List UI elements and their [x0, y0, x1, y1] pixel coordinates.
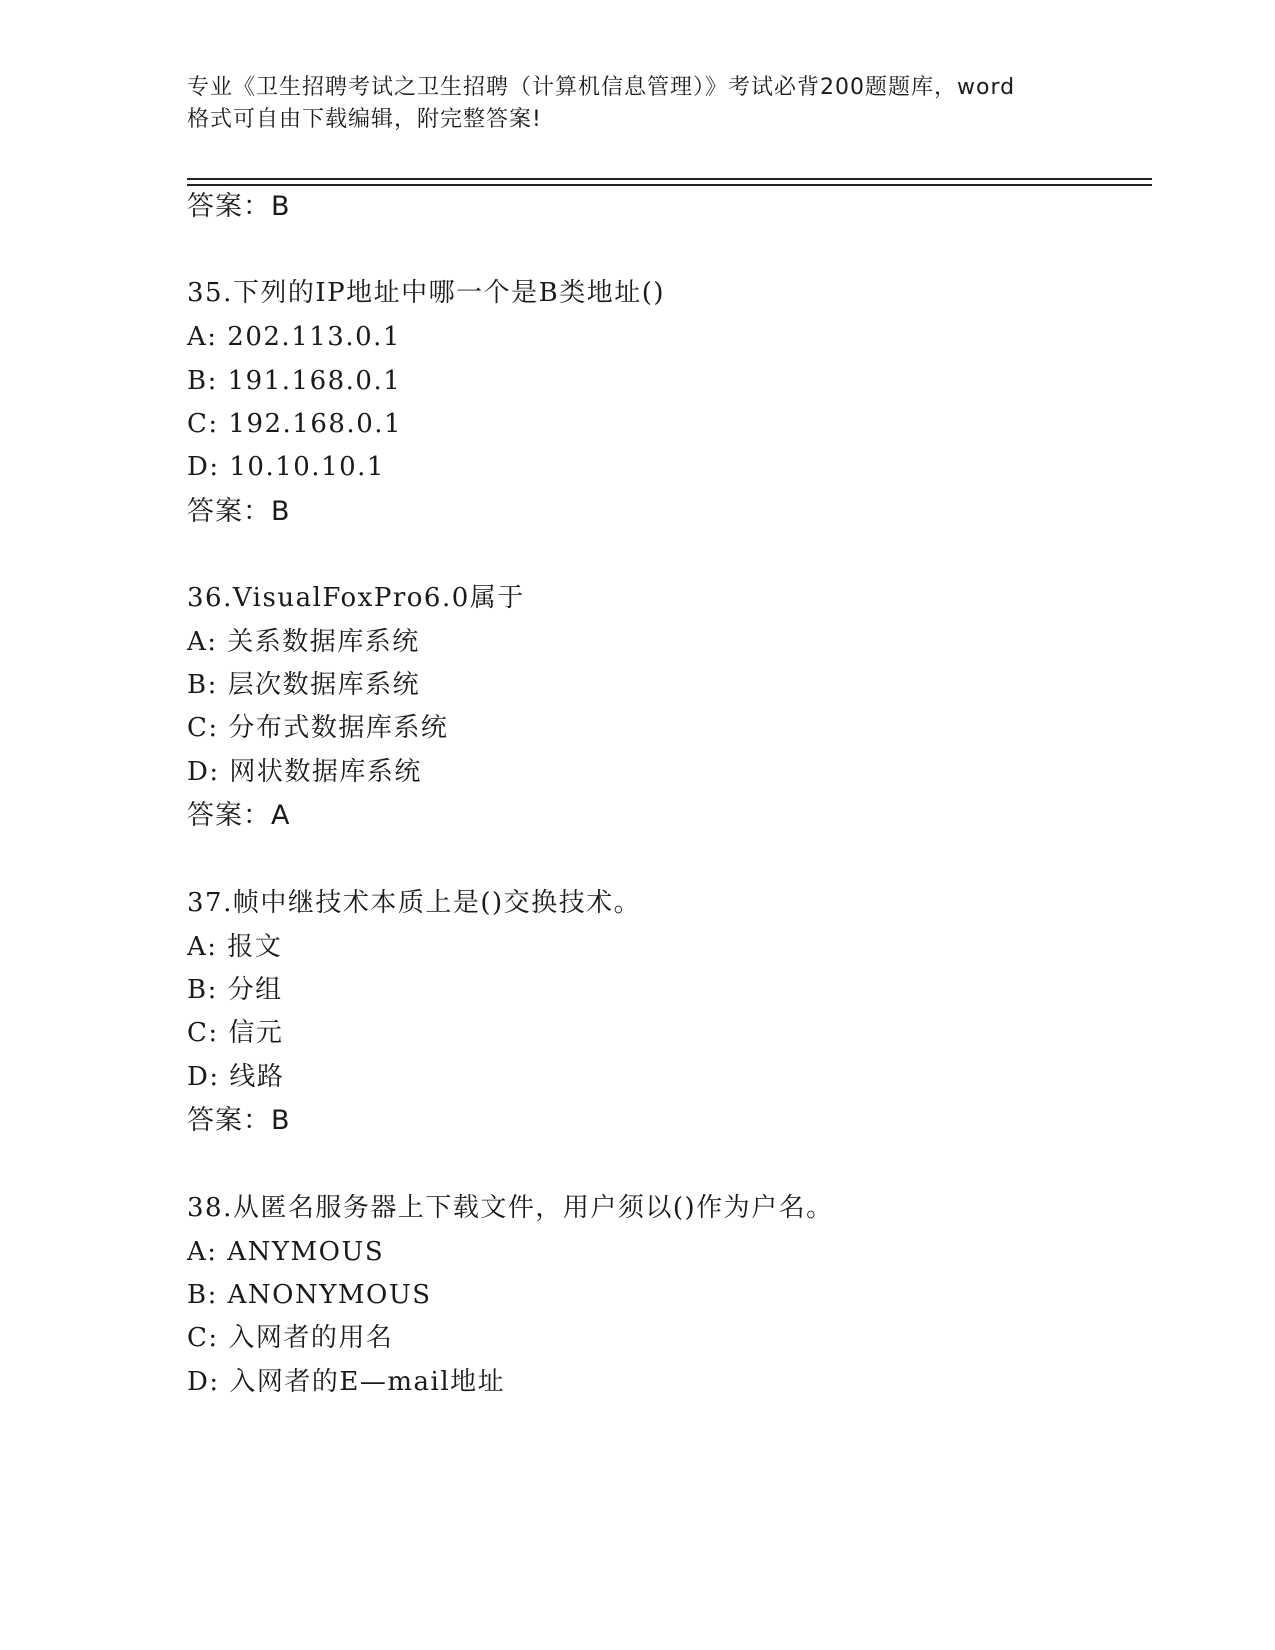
question-37-option-c: C: 信元 [187, 1018, 284, 1048]
question-35-option-a: A: 202.113.0.1 [187, 322, 401, 352]
question-38-option-a: A: ANYMOUS [187, 1237, 385, 1267]
question-35-option-c: C: 192.168.0.1 [187, 409, 403, 439]
question-37-option-d: D: 线路 [187, 1062, 285, 1092]
question-37-answer: 答案：B [187, 1105, 291, 1136]
previous-answer: 答案：B [187, 191, 291, 222]
header-line-1: 专业《卫生招聘考试之卫生招聘（计算机信息管理）》考试必背200题题库，word [187, 75, 1016, 100]
question-35-option-b: B: 191.168.0.1 [187, 366, 402, 396]
question-36-option-a: A: 关系数据库系统 [187, 627, 420, 657]
question-37-option-a: A: 报文 [187, 932, 283, 962]
question-36-answer: 答案：A [187, 800, 291, 831]
question-36-option-c: C: 分布式数据库系统 [187, 713, 449, 743]
question-37-option-b: B: 分组 [187, 975, 283, 1005]
question-38-option-c: C: 入网者的用名 [187, 1323, 394, 1353]
header-rule-bottom [187, 184, 1152, 186]
question-36-option-b: B: 层次数据库系统 [187, 670, 421, 700]
question-35-stem: 35.下列的IP地址中哪一个是B类地址() [187, 278, 666, 308]
question-38-option-d: D: 入网者的E—mail地址 [187, 1367, 506, 1397]
question-35-answer: 答案：B [187, 496, 291, 527]
question-36-option-d: D: 网状数据库系统 [187, 757, 422, 787]
question-35-option-d: D: 10.10.10.1 [187, 452, 385, 482]
question-37-stem: 37.帧中继技术本质上是()交换技术。 [187, 888, 642, 918]
header-rule-top [187, 178, 1152, 180]
header-line-2: 格式可自由下载编辑，附完整答案! [187, 107, 542, 132]
document-header [187, 72, 1087, 136]
question-38-option-b: B: ANONYMOUS [187, 1280, 432, 1310]
question-36-stem: 36.VisualFoxPro6.0属于 [187, 583, 525, 613]
question-38-stem: 38.从匿名服务器上下载文件，用户须以()作为户名。 [187, 1193, 834, 1223]
